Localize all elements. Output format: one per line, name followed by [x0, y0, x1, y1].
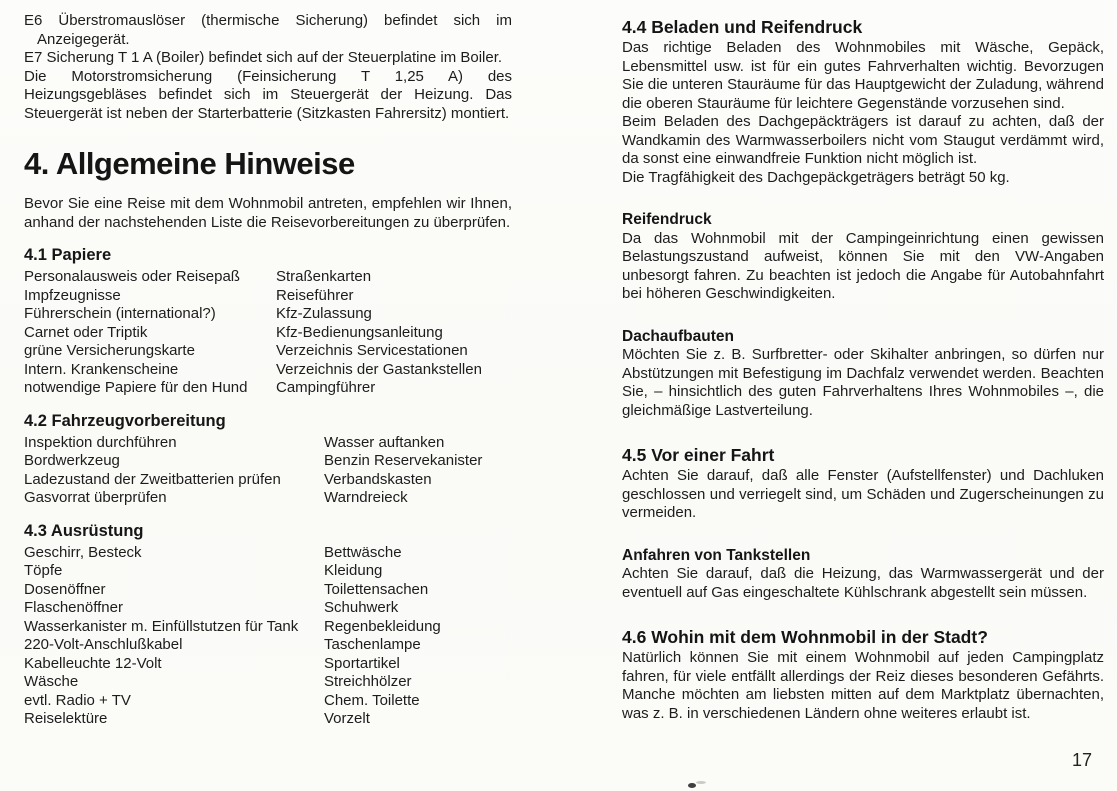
- checklist-item: Verbandskasten: [324, 470, 432, 488]
- checklist-item: Verzeichnis der Gastankstellen: [276, 360, 482, 378]
- checklist-row: [24, 324, 512, 343]
- checklist-item: Führerschein (international?): [24, 305, 216, 322]
- checklist-item: Vorzelt: [324, 710, 370, 727]
- checklist-section: [24, 521, 512, 729]
- topic-section: [622, 444, 1104, 523]
- topic-paragraph: Die Tragfähigkeit des Dachgepäckgeträgers beträgt 50 kg.: [622, 168, 1010, 186]
- topic-section: [622, 211, 1104, 304]
- checklist-item: Streichhölzer: [324, 673, 412, 690]
- checklist-item: Campingführer: [276, 379, 376, 396]
- topic-section: [622, 328, 1104, 421]
- checklist-item: Schuhwerk: [324, 599, 399, 616]
- checklist-item: Benzin Reservekanister: [324, 452, 483, 469]
- scan-artifact-dot: [688, 783, 696, 788]
- checklist-row: [24, 268, 512, 287]
- checklist-item: Gasvorrat überprüfen: [24, 489, 167, 506]
- chapter-heading: 4. Allgemeine Hinweise: [24, 146, 355, 181]
- checklist-item: Toilettensachen: [324, 580, 429, 598]
- checklist-heading: 4.3 Ausrüstung: [24, 521, 144, 540]
- checklist-item: Regenbekleidung: [324, 617, 441, 635]
- checklist-item: Reiseführer: [276, 286, 354, 304]
- checklist-item: Bettwäsche: [324, 543, 402, 561]
- topic-sections: [622, 16, 1104, 723]
- checklist-row: [24, 581, 512, 600]
- checklist-item: 220-Volt-Anschlußkabel: [24, 636, 183, 653]
- checklist-item: Inspektion durchführen: [24, 433, 177, 451]
- topic-section: [622, 16, 1104, 187]
- topic-heading: 4.6 Wohin mit dem Wohnmobil in der Stadt?: [622, 627, 988, 647]
- fuse-notes-block: [24, 12, 512, 123]
- checklist-row: [24, 618, 512, 637]
- checklist-item: Personalausweis oder Reisepaß: [24, 268, 240, 285]
- checklist-item: Straßenkarten: [276, 268, 372, 285]
- checklist-row: [24, 305, 512, 324]
- checklist-item: Wasser auftanken: [324, 433, 445, 451]
- topic-paragraph: Beim Beladen des Dachgepäckträgers ist darauf zu achten, daß der Wandkamin des Warmwasserboilers nicht vom Staugut verdämmt wird, da sonst eine einwandfreie Funktion nicht möglich ist.: [622, 113, 1104, 167]
- checklist-row: [24, 673, 512, 692]
- checklist-row: [24, 599, 512, 618]
- fuse-paragraph: Die Motorstromsicherung (Feinsicherung T 1,25 A) des Heizungsgebläses befindet sich im Steuergerät der Heizung. Das Steuergerät ist neben der Starterbatterie (Sitzkasten Fahrersitz) montiert.: [24, 67, 512, 122]
- checklist-item: grüne Versicherungskarte: [24, 342, 195, 359]
- checklist-item: Intern. Krankenscheine: [24, 360, 179, 378]
- checklist-row: [24, 471, 512, 490]
- topic-paragraph: Achten Sie darauf, daß alle Fenster (Aufstellfenster) und Dachluken geschlossen und verriegelt sind, um Schäden und Zugerscheinungen zu vermeiden.: [622, 467, 1104, 521]
- scan-artifact-smudge: [696, 781, 706, 784]
- checklist-row: [24, 342, 512, 361]
- topic-section: [622, 626, 1104, 723]
- checklist-row: [24, 692, 512, 711]
- checklist-item: evtl. Radio + TV: [24, 691, 131, 709]
- checklist-heading: 4.2 Fahrzeugvorbereitung: [24, 411, 226, 430]
- checklist-item: Verzeichnis Servicestationen: [276, 342, 468, 359]
- checklist-item: Carnet oder Triptik: [24, 323, 148, 341]
- topic-heading: 4.4 Beladen und Reifendruck: [622, 17, 863, 37]
- checklists: [24, 245, 512, 729]
- checklist: [24, 268, 512, 398]
- checklist-row: [24, 489, 512, 508]
- checklist-item: Flaschenöffner: [24, 599, 123, 616]
- checklist-row: [24, 361, 512, 380]
- checklist-row: [24, 287, 512, 306]
- checklist-item: notwendige Papiere für den Hund: [24, 379, 248, 396]
- page-number: 17: [1072, 750, 1093, 770]
- topic-heading: Reifendruck: [622, 211, 712, 228]
- checklist-row: [24, 544, 512, 563]
- checklist-item: Kabelleuchte 12-Volt: [24, 654, 162, 672]
- checklist-heading: 4.1 Papiere: [24, 246, 112, 264]
- topic-paragraph: Das richtige Beladen des Wohnmobiles mit Wäsche, Gepäck, Lebensmittel usw. ist für ein gutes Fahrverhalten wichtig. Bevorzugen Sie die unteren Stauräume für das Hauptgewicht der Zuladung, während die oberen Stauräume für leichtere Gegenstände vorzusehen sind.: [622, 39, 1104, 112]
- checklist-item: Ladezustand der Zweitbatterien prüfen: [24, 470, 281, 488]
- checklist-row: [24, 710, 512, 729]
- fuse-note-e6: E6 Überstromauslöser (thermische Sicherung) befindet sich im Anzeigegerät.: [24, 12, 512, 48]
- checklist-row: [24, 434, 512, 453]
- chapter-intro: Bevor Sie eine Reise mit dem Wohnmobil antreten, empfehlen wir Ihnen, anhand der nachstehenden Liste die Reisevorbereitungen zu überprüfen.: [24, 195, 512, 231]
- topic-heading: 4.5 Vor einer Fahrt: [622, 445, 775, 465]
- checklist-row: [24, 655, 512, 674]
- topic-paragraph: Achten Sie darauf, daß die Heizung, das Warmwassergerät und der eventuell auf Gas eingeschaltete Kühlschrank abgestellt sein müssen.: [622, 565, 1104, 601]
- checklist-row: [24, 379, 512, 398]
- checklist-item: Kleidung: [324, 562, 383, 579]
- right-column: [622, 12, 1104, 723]
- topic-section: [622, 547, 1104, 603]
- checklist-item: Impfzeugnisse: [24, 286, 121, 304]
- topic-paragraph: Möchten Sie z. B. Surfbretter- oder Skihalter anbringen, so dürfen nur Abstützungen mit Befestigung im Dachfalz verwendet werden. Beachten Sie, – hinsichtlich des guten Fahrverhaltens Ihres Wohnmobiles –, die gleichmäßige Lastverteilung.: [622, 346, 1104, 419]
- checklist-item: Dosenöffner: [24, 580, 106, 598]
- left-column: [24, 12, 512, 729]
- topic-heading: Anfahren von Tankstellen: [622, 546, 811, 564]
- topic-paragraph: Da das Wohnmobil mit der Campingeinrichtung einen gewissen Belastungszustand aufweist, können Sie mit den VW-Angaben unbesorgt fahren. Zu beachten ist jedoch die Angabe für Autobahnfahrt bei höheren Geschwindigkeiten.: [622, 229, 1104, 302]
- checklist-section: [24, 245, 512, 398]
- checklist-item: Töpfe: [24, 562, 63, 579]
- checklist-item: Chem. Toilette: [324, 691, 420, 709]
- checklist-item: Wasserkanister m. Einfüllstutzen für Tank: [24, 617, 299, 635]
- checklist-item: Reiselektüre: [24, 710, 108, 727]
- checklist-item: Taschenlampe: [324, 636, 421, 653]
- topic-heading: Dachaufbauten: [622, 327, 734, 345]
- checklist-item: Bordwerkzeug: [24, 452, 120, 469]
- checklist-item: Warndreieck: [324, 489, 408, 506]
- checklist-item: Sportartikel: [324, 654, 400, 672]
- checklist-item: Wäsche: [24, 673, 79, 690]
- checklist: [24, 434, 512, 508]
- checklist-item: Geschirr, Besteck: [24, 543, 142, 561]
- checklist-row: [24, 452, 512, 471]
- fuse-note-e7: E7 Sicherung T 1 A (Boiler) befindet sich auf der Steuerplatine im Boiler.: [24, 49, 503, 66]
- checklist: [24, 544, 512, 729]
- checklist-row: [24, 562, 512, 581]
- checklist-item: Kfz-Zulassung: [276, 305, 372, 322]
- checklist-item: Kfz-Bedienungsanleitung: [276, 323, 443, 341]
- checklist-section: [24, 411, 512, 508]
- topic-paragraph: Natürlich können Sie mit einem Wohnmobil auf jeden Campingplatz fahren, für viele entfällt allerdings der Reiz dieses besonderen Gefährts. Manche möchten am liebsten mitten auf dem Marktplatz übernachten, was z. B. in verschiedenen Ländern ohne weiteres erlaubt ist.: [622, 649, 1104, 722]
- checklist-row: [24, 636, 512, 655]
